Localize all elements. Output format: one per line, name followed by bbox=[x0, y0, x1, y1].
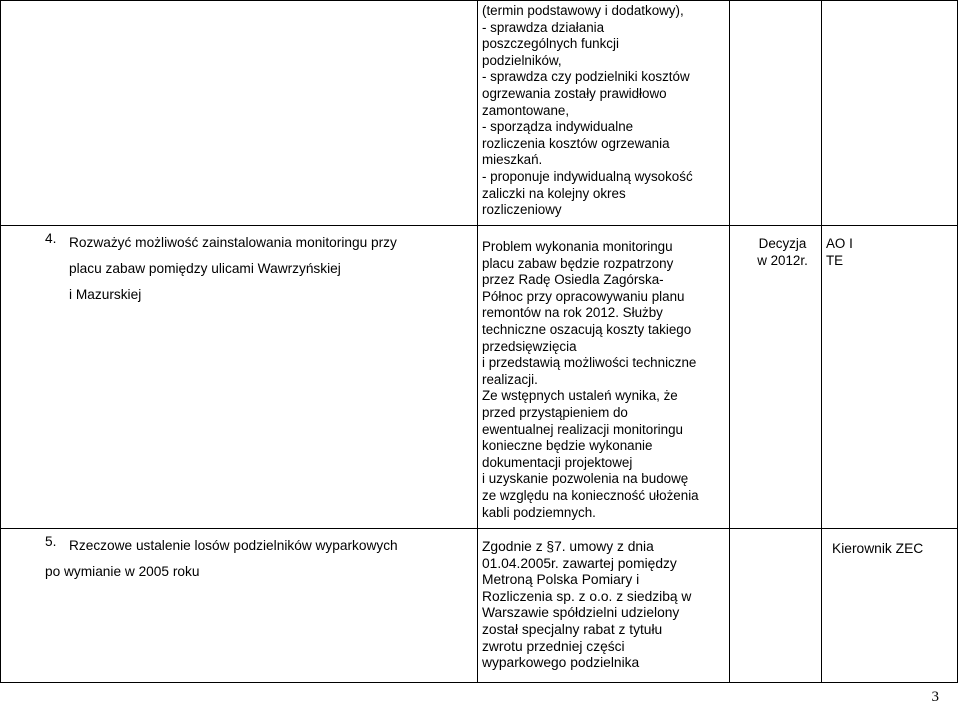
description-line: mieszkań. bbox=[482, 152, 543, 168]
description-line: ogrzewania zostały prawidłowo bbox=[482, 85, 667, 101]
responsible-text: Kierownik ZEC bbox=[832, 541, 924, 556]
issue-cell bbox=[1, 529, 478, 683]
issue-cell bbox=[1, 226, 478, 529]
description-line: - proponuje indywidualną wysokość bbox=[482, 168, 693, 184]
description-line: rozliczenia kosztów ogrzewania bbox=[482, 135, 670, 151]
description-line: 01.04.2005r. zawartej pomiędzy bbox=[482, 555, 677, 571]
description-line: Warszawie spółdzielni udzielony bbox=[482, 605, 680, 621]
description-cell bbox=[478, 529, 730, 683]
description-line: - sprawdza czy podzielniki kosztów bbox=[482, 69, 690, 85]
description-line: i uzyskanie pozwolenia na budowę bbox=[482, 471, 689, 487]
description-line: placu zabaw będzie rozpatrzony bbox=[482, 255, 674, 271]
description-cell bbox=[478, 1, 730, 226]
issue-cell bbox=[1, 1, 478, 226]
description-line: Rozliczenia sp. z o.o. z siedzibą w bbox=[482, 588, 692, 604]
table-row bbox=[1, 1, 958, 226]
responsible-line: TE bbox=[826, 252, 844, 268]
table-row bbox=[1, 226, 958, 529]
responsible-cell bbox=[822, 1, 958, 226]
description-line: podzielników, bbox=[482, 52, 562, 68]
description-line: kabli podziemnych. bbox=[482, 504, 596, 520]
issue-item bbox=[1, 226, 477, 308]
description-line: - sprawdza działania bbox=[482, 19, 605, 35]
responsible-text bbox=[822, 226, 957, 269]
description-line: przed przystąpieniem do bbox=[482, 404, 628, 420]
issue-item bbox=[1, 529, 477, 585]
description-line: przedsięwzięcia bbox=[482, 338, 577, 354]
description-line: dokumentacji projektowej bbox=[482, 454, 633, 470]
description-text bbox=[478, 529, 729, 672]
issue-title-line: po wymianie w 2005 roku bbox=[45, 564, 200, 579]
description-line: wyparkowego podzielnika bbox=[482, 655, 640, 671]
description-text bbox=[478, 1, 729, 219]
description-line: ze względu na konieczność ułożenia bbox=[482, 487, 699, 503]
description-line: - sporządza indywidualne bbox=[482, 119, 634, 135]
description-line: został specjalny rabat z tytułu bbox=[482, 621, 663, 637]
item-number: 4. bbox=[45, 231, 57, 246]
description-line: przez Radę Osiedla Zagórska- bbox=[482, 272, 664, 288]
responsible-line: AO I bbox=[826, 236, 853, 251]
description-line: (termin podstawowy i dodatkowy), bbox=[482, 3, 684, 18]
description-line: ewentualnej realizacji monitoringu bbox=[482, 421, 683, 437]
responsible-cell bbox=[822, 529, 958, 683]
decision-cell bbox=[730, 1, 822, 226]
description-cell bbox=[478, 226, 730, 529]
description-line: i przedstawią możliwości techniczne bbox=[482, 355, 697, 371]
description-line: Problem wykonania monitoringu bbox=[482, 239, 673, 254]
description-line: zamontowane, bbox=[482, 102, 570, 118]
decision-line: w 2012r. bbox=[757, 252, 808, 268]
description-line: rozliczeniowy bbox=[482, 202, 562, 218]
description-text bbox=[478, 226, 729, 521]
item-number: 5. bbox=[45, 534, 57, 549]
issue-title-line: Rzeczowe ustalenie losów podzielników wyparkowych bbox=[69, 538, 398, 553]
description-line: Metroną Polska Pomiary i bbox=[482, 572, 640, 588]
description-line: realizacji. bbox=[482, 371, 538, 387]
decision-text bbox=[730, 226, 821, 269]
decision-line: Decyzja bbox=[758, 236, 807, 251]
description-line: Północ przy opracowywaniu planu bbox=[482, 288, 685, 304]
description-line: konieczne będzie wykonanie bbox=[482, 438, 653, 454]
description-line: zwrotu przedniej części bbox=[482, 638, 625, 654]
description-line: Ze wstępnych ustaleń wynika, że bbox=[482, 388, 678, 404]
issue-title-line: i Mazurskiej bbox=[69, 287, 142, 302]
issue-title-line: Rozważyć możliwość zainstalowania monitoringu przy bbox=[69, 235, 397, 250]
issue-title bbox=[45, 230, 471, 308]
responsible-cell bbox=[822, 226, 958, 529]
page-number: 3 bbox=[931, 689, 939, 705]
issue-title-line: placu zabaw pomiędzy ulicami Wawrzyńskiej bbox=[69, 261, 341, 276]
description-line: zaliczki na kolejny okres bbox=[482, 185, 626, 201]
issue-title bbox=[45, 533, 471, 585]
decision-cell bbox=[730, 529, 822, 683]
description-line: Zgodnie z §7. umowy z dnia bbox=[482, 539, 654, 554]
table-row bbox=[1, 529, 958, 683]
description-line: remontów na rok 2012. Służby bbox=[482, 305, 663, 321]
decision-cell bbox=[730, 226, 822, 529]
description-line: poszczególnych funkcji bbox=[482, 36, 619, 52]
description-line: techniczne oszacują koszty takiego bbox=[482, 321, 692, 337]
